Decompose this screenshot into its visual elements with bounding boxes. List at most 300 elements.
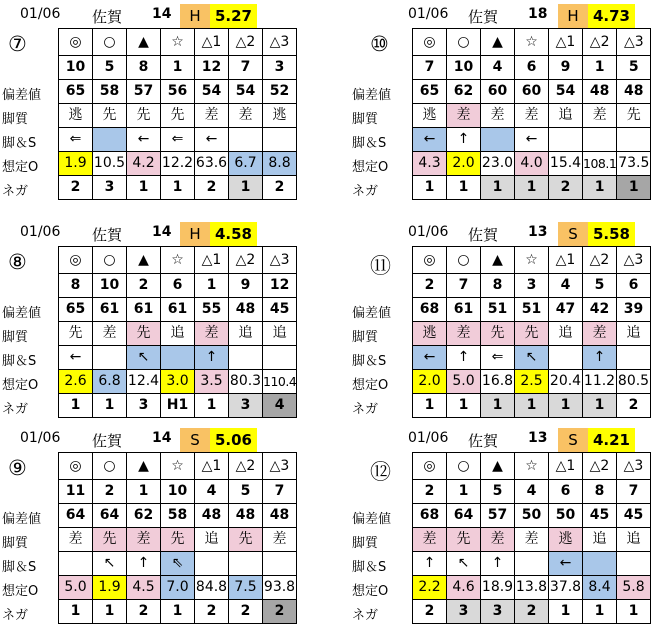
race-score: 4.21 <box>588 428 635 452</box>
nega-cell: 1 <box>515 394 549 418</box>
nega-cell: 1 <box>447 176 481 200</box>
deviation-row <box>413 80 651 104</box>
label-deviation: 偏差値 <box>352 306 392 321</box>
arrow-cell <box>229 346 263 370</box>
style-cell: 先 <box>161 528 195 552</box>
numbers-row <box>413 480 651 504</box>
mark-cell: ◎ <box>413 29 447 56</box>
race-header <box>350 222 660 246</box>
arrow-cell: ↖ <box>515 346 549 370</box>
deviation-cell: 68 <box>413 298 447 322</box>
arrow-cell: ↖ <box>127 346 161 370</box>
grade-badge: H <box>180 4 210 28</box>
horse-number: 4 <box>515 480 549 504</box>
label-odds: 想定O <box>2 160 39 175</box>
nega-cell: 2 <box>263 176 297 200</box>
arrow-cell: ← <box>515 128 549 152</box>
nega-cell: 3 <box>229 394 263 418</box>
arrow-cell <box>93 128 127 152</box>
pick-table <box>412 452 651 624</box>
race-venue: 佐賀 <box>468 226 499 244</box>
deviation-cell: 48 <box>195 504 229 528</box>
style-cell: 追 <box>583 528 617 552</box>
nega-cell: 1 <box>413 176 447 200</box>
odds-cell: 7.5 <box>229 576 263 600</box>
horse-number: 7 <box>413 56 447 80</box>
deviation-cell: 65 <box>59 298 93 322</box>
mark-cell: ○ <box>93 29 127 56</box>
odds-cell: 10.5 <box>93 152 127 176</box>
nega-cell: 2 <box>59 176 93 200</box>
runner-count: 14 <box>152 430 172 446</box>
style-cell: 先 <box>93 104 127 128</box>
horse-number: 1 <box>195 274 229 298</box>
deviation-cell: 61 <box>93 298 127 322</box>
horse-number: 1 <box>127 480 161 504</box>
style-cell: 先 <box>515 322 549 346</box>
deviation-cell: 39 <box>617 298 651 322</box>
label-deviation: 偏差値 <box>352 88 392 103</box>
odds-cell: 2.6 <box>59 370 93 394</box>
nega-cell: 2 <box>229 600 263 624</box>
numbers-row <box>59 274 297 298</box>
arrow-cell: ← <box>549 552 583 576</box>
race-block-7 <box>0 4 310 209</box>
mark-cell: △2 <box>229 247 263 274</box>
label-odds: 想定O <box>2 378 39 393</box>
arrow-cell: ↖ <box>447 552 481 576</box>
label-odds: 想定O <box>352 584 389 599</box>
nega-cell: 1 <box>59 600 93 624</box>
mark-cell: ☆ <box>515 453 549 480</box>
runner-count: 13 <box>528 224 548 240</box>
race-number: ⑩ <box>370 32 389 56</box>
deviation-row <box>59 80 297 104</box>
race-score: 5.58 <box>588 222 635 246</box>
odds-cell: 1.9 <box>59 152 93 176</box>
odds-cell: 108.1 <box>583 152 617 176</box>
deviation-cell: 61 <box>447 298 481 322</box>
horse-number: 5 <box>481 480 515 504</box>
label-style: 脚質 <box>2 536 29 551</box>
style-row <box>413 104 651 128</box>
race-date: 01/06 <box>20 6 61 22</box>
nega-cell: 1 <box>583 176 617 200</box>
nega-row <box>413 600 651 624</box>
mark-cell: △3 <box>263 453 297 480</box>
marks-row <box>413 453 651 480</box>
style-cell: 差 <box>263 528 297 552</box>
nega-row <box>59 600 297 624</box>
arrow-cell <box>161 346 195 370</box>
nega-row <box>413 176 651 200</box>
horse-number: 5 <box>583 274 617 298</box>
mark-cell: ◎ <box>59 247 93 274</box>
odds-row <box>59 576 297 600</box>
arrow-cell <box>263 552 297 576</box>
horse-number: 8 <box>127 56 161 80</box>
race-block-10 <box>350 4 660 209</box>
style-cell: 逃 <box>413 322 447 346</box>
odds-row <box>59 152 297 176</box>
nega-cell: 1 <box>195 394 229 418</box>
arrow-cell <box>583 552 617 576</box>
nega-cell: 2 <box>195 176 229 200</box>
deviation-cell: 65 <box>59 80 93 104</box>
deviation-cell: 48 <box>229 298 263 322</box>
deviation-cell: 64 <box>93 504 127 528</box>
arrow-cell <box>263 346 297 370</box>
deviation-row <box>413 504 651 528</box>
nega-cell: 1 <box>413 394 447 418</box>
nega-cell: 2 <box>127 600 161 624</box>
race-score: 5.27 <box>210 4 257 28</box>
odds-cell: 5.0 <box>447 370 481 394</box>
race-header <box>0 428 310 452</box>
style-cell: 差 <box>127 528 161 552</box>
marks-row <box>59 247 297 274</box>
odds-cell: 80.5 <box>617 370 651 394</box>
arrow-row <box>413 346 651 370</box>
nega-row <box>59 176 297 200</box>
label-leg-s: 脚＆S <box>2 354 37 369</box>
mark-cell: ☆ <box>161 453 195 480</box>
horse-number: 3 <box>515 274 549 298</box>
style-row <box>59 528 297 552</box>
odds-cell: 110.4 <box>263 370 297 394</box>
mark-cell: △2 <box>229 29 263 56</box>
horse-number: 7 <box>263 480 297 504</box>
marks-row <box>59 453 297 480</box>
grade-badge: S <box>558 428 588 452</box>
horse-number: 10 <box>59 56 93 80</box>
mark-cell: △1 <box>195 453 229 480</box>
label-style: 脚質 <box>352 330 379 345</box>
style-cell: 追 <box>549 104 583 128</box>
label-odds: 想定O <box>2 584 39 599</box>
style-cell: 先 <box>447 528 481 552</box>
odds-cell: 4.5 <box>127 576 161 600</box>
race-date: 01/06 <box>20 224 61 240</box>
deviation-cell: 58 <box>93 80 127 104</box>
mark-cell: △3 <box>617 247 651 274</box>
odds-cell: 6.7 <box>229 152 263 176</box>
label-deviation: 偏差値 <box>2 88 42 103</box>
odds-cell: 20.4 <box>549 370 583 394</box>
mark-cell: ▲ <box>481 29 515 56</box>
nega-cell: 1 <box>583 394 617 418</box>
race-venue: 佐賀 <box>92 432 123 450</box>
mark-cell: ▲ <box>127 29 161 56</box>
pick-table <box>412 246 651 418</box>
race-venue: 佐賀 <box>92 226 123 244</box>
label-style: 脚質 <box>352 112 379 127</box>
deviation-cell: 68 <box>413 504 447 528</box>
odds-cell: 93.8 <box>263 576 297 600</box>
arrow-row <box>59 346 297 370</box>
arrow-cell <box>583 128 617 152</box>
deviation-row <box>59 504 297 528</box>
horse-number: 6 <box>515 56 549 80</box>
horse-number: 1 <box>583 56 617 80</box>
label-leg-s: 脚＆S <box>2 560 37 575</box>
numbers-row <box>413 56 651 80</box>
arrow-cell <box>195 552 229 576</box>
arrow-row <box>413 128 651 152</box>
horse-number: 12 <box>263 274 297 298</box>
mark-cell: ○ <box>93 453 127 480</box>
nega-cell: 1 <box>617 600 651 624</box>
race-header <box>350 428 660 452</box>
odds-cell: 2.2 <box>413 576 447 600</box>
odds-cell: 16.8 <box>481 370 515 394</box>
arrow-cell: ← <box>127 128 161 152</box>
odds-cell: 8.8 <box>263 152 297 176</box>
arrow-cell <box>617 128 651 152</box>
nega-cell: 1 <box>549 394 583 418</box>
nega-cell: 2 <box>515 600 549 624</box>
nega-cell: 1 <box>481 394 515 418</box>
arrow-cell: ↑ <box>413 552 447 576</box>
style-cell: 差 <box>413 528 447 552</box>
style-cell: 先 <box>59 322 93 346</box>
style-row <box>413 322 651 346</box>
grade-badge: H <box>180 222 210 246</box>
arrow-cell <box>549 346 583 370</box>
mark-cell: △3 <box>617 453 651 480</box>
nega-cell: 1 <box>617 176 651 200</box>
odds-cell: 5.0 <box>59 576 93 600</box>
style-cell: 先 <box>127 322 161 346</box>
race-block-9 <box>0 428 310 633</box>
nega-row <box>59 394 297 418</box>
mark-cell: △2 <box>583 29 617 56</box>
race-header <box>0 222 310 246</box>
horse-number: 2 <box>413 274 447 298</box>
race-number: ⑨ <box>8 456 27 480</box>
label-leg-s: 脚＆S <box>352 136 387 151</box>
style-cell: 先 <box>161 104 195 128</box>
race-date: 01/06 <box>20 430 61 446</box>
horse-number: 5 <box>617 56 651 80</box>
mark-cell: △1 <box>549 247 583 274</box>
arrow-cell: ← <box>413 128 447 152</box>
arrow-cell <box>617 346 651 370</box>
label-nega: ネガ <box>2 402 29 417</box>
style-cell: 追 <box>263 322 297 346</box>
mark-cell: △2 <box>583 247 617 274</box>
style-cell: 差 <box>447 104 481 128</box>
odds-cell: 2.0 <box>413 370 447 394</box>
style-row <box>59 322 297 346</box>
nega-cell: 3 <box>127 394 161 418</box>
odds-cell: 18.9 <box>481 576 515 600</box>
race-header <box>350 4 660 28</box>
nega-cell: 1 <box>549 600 583 624</box>
deviation-cell: 60 <box>481 80 515 104</box>
race-block-8 <box>0 222 310 427</box>
odds-cell: 4.6 <box>447 576 481 600</box>
horse-number: 1 <box>447 480 481 504</box>
runner-count: 13 <box>528 430 548 446</box>
style-row <box>413 528 651 552</box>
style-cell: 差 <box>481 104 515 128</box>
mark-cell: △1 <box>195 247 229 274</box>
horse-number: 6 <box>161 274 195 298</box>
deviation-row <box>413 298 651 322</box>
runner-count: 14 <box>152 6 172 22</box>
mark-cell: △1 <box>195 29 229 56</box>
deviation-cell: 50 <box>515 504 549 528</box>
arrow-cell: ← <box>59 346 93 370</box>
label-nega: ネガ <box>352 184 379 199</box>
race-number: ⑫ <box>370 460 391 484</box>
deviation-cell: 51 <box>515 298 549 322</box>
style-cell: 追 <box>229 322 263 346</box>
mark-cell: △1 <box>549 453 583 480</box>
style-cell: 差 <box>515 528 549 552</box>
horse-number: 7 <box>617 480 651 504</box>
odds-cell: 73.5 <box>617 152 651 176</box>
nega-row <box>413 394 651 418</box>
deviation-cell: 47 <box>549 298 583 322</box>
deviation-cell: 58 <box>161 504 195 528</box>
mark-cell: △3 <box>617 29 651 56</box>
mark-cell: △3 <box>263 247 297 274</box>
arrow-cell: ↑ <box>195 346 229 370</box>
odds-cell: 4.0 <box>515 152 549 176</box>
arrow-cell: ↑ <box>583 346 617 370</box>
deviation-cell: 60 <box>515 80 549 104</box>
mark-cell: ☆ <box>515 29 549 56</box>
arrow-cell: ↑ <box>481 552 515 576</box>
horse-number: 1 <box>161 56 195 80</box>
marks-row <box>413 247 651 274</box>
odds-cell: 15.4 <box>549 152 583 176</box>
style-cell: 逃 <box>263 104 297 128</box>
horse-number: 10 <box>161 480 195 504</box>
mark-cell: ◎ <box>413 453 447 480</box>
style-cell: 逃 <box>413 104 447 128</box>
mark-cell: △3 <box>263 29 297 56</box>
horse-number: 4 <box>481 56 515 80</box>
nega-cell: 1 <box>59 394 93 418</box>
horse-number: 7 <box>229 56 263 80</box>
arrow-cell <box>263 128 297 152</box>
horse-number: 10 <box>93 274 127 298</box>
label-style: 脚質 <box>2 112 29 127</box>
race-score: 5.06 <box>210 428 257 452</box>
race-block-12 <box>350 428 660 633</box>
nega-cell: 2 <box>263 600 297 624</box>
mark-cell: ◎ <box>59 453 93 480</box>
arrow-cell: ← <box>195 128 229 152</box>
label-deviation: 偏差値 <box>2 512 42 527</box>
style-cell: 追 <box>161 322 195 346</box>
horse-number: 7 <box>447 274 481 298</box>
mark-cell: ▲ <box>481 247 515 274</box>
numbers-row <box>59 480 297 504</box>
odds-cell: 11.2 <box>583 370 617 394</box>
numbers-row <box>59 56 297 80</box>
style-cell: 差 <box>447 322 481 346</box>
race-header <box>0 4 310 28</box>
deviation-cell: 52 <box>263 80 297 104</box>
grade-badge: S <box>180 428 210 452</box>
horse-number: 11 <box>59 480 93 504</box>
nega-cell: 1 <box>161 176 195 200</box>
style-cell: 追 <box>195 528 229 552</box>
style-row <box>59 104 297 128</box>
label-nega: ネガ <box>2 608 29 623</box>
runner-count: 14 <box>152 224 172 240</box>
label-nega: ネガ <box>352 608 379 623</box>
runner-count: 18 <box>528 6 548 22</box>
horse-number: 4 <box>549 274 583 298</box>
label-style: 脚質 <box>352 536 379 551</box>
arrow-cell: ↖ <box>93 552 127 576</box>
style-cell: 差 <box>481 528 515 552</box>
style-cell: 追 <box>617 528 651 552</box>
deviation-row <box>59 298 297 322</box>
style-cell: 先 <box>229 528 263 552</box>
mark-cell: ▲ <box>127 247 161 274</box>
odds-cell: 37.8 <box>549 576 583 600</box>
nega-cell: 3 <box>447 600 481 624</box>
deviation-cell: 42 <box>583 298 617 322</box>
horse-number: 2 <box>93 480 127 504</box>
race-number: ⑪ <box>370 254 391 278</box>
odds-row <box>413 370 651 394</box>
pick-table <box>58 28 297 200</box>
odds-cell: 12.4 <box>127 370 161 394</box>
arrow-row <box>413 552 651 576</box>
style-cell: 追 <box>617 322 651 346</box>
arrow-cell <box>229 128 263 152</box>
odds-cell: 80.3 <box>229 370 263 394</box>
style-cell: 差 <box>515 104 549 128</box>
mark-cell: ◎ <box>59 29 93 56</box>
nega-cell: 3 <box>481 600 515 624</box>
odds-row <box>413 576 651 600</box>
nega-cell: 2 <box>413 600 447 624</box>
marks-row <box>413 29 651 56</box>
style-cell: 先 <box>481 322 515 346</box>
horse-number: 5 <box>229 480 263 504</box>
deviation-cell: 45 <box>263 298 297 322</box>
horse-number: 12 <box>195 56 229 80</box>
deviation-cell: 54 <box>195 80 229 104</box>
arrow-cell: ⇐ <box>161 128 195 152</box>
mark-cell: ☆ <box>515 247 549 274</box>
nega-cell: 2 <box>195 600 229 624</box>
arrow-cell: ⇖ <box>161 552 195 576</box>
race-date: 01/06 <box>408 430 449 446</box>
horse-number: 10 <box>447 56 481 80</box>
label-style: 脚質 <box>2 330 29 345</box>
mark-cell: ▲ <box>481 453 515 480</box>
arrow-cell <box>93 346 127 370</box>
deviation-cell: 57 <box>127 80 161 104</box>
mark-cell: ○ <box>447 29 481 56</box>
race-date: 01/06 <box>408 224 449 240</box>
nega-cell: 1 <box>93 600 127 624</box>
marks-row <box>59 29 297 56</box>
nega-cell: 1 <box>481 176 515 200</box>
arrow-cell <box>481 128 515 152</box>
pick-table <box>58 452 297 624</box>
arrow-cell: ⇐ <box>481 346 515 370</box>
